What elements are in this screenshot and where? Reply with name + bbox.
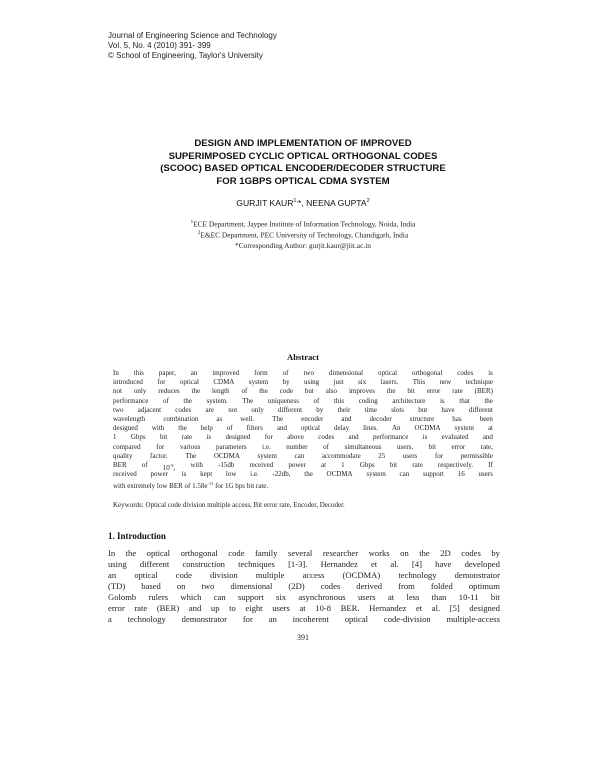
journal-copyright: © School of Engineering, Taylor's University: [108, 51, 263, 60]
abstract-heading: Abstract: [287, 352, 319, 362]
text-line: Golomb rulers which can support six asynchronous users at less than 10-11 bit: [108, 592, 500, 602]
introduction-body: [108, 548, 500, 625]
author-superscript: 2: [366, 198, 370, 205]
title-line: DESIGN AND IMPLEMENTATION OF IMPROVED: [194, 138, 412, 149]
text-line: In the optical orthogonal code family several researcher works on the 2D codes by: [108, 548, 500, 558]
text-line: two adjacent codes are not only different by their time slots but have different: [113, 405, 493, 414]
author-line: [105, 198, 501, 208]
journal-header: [108, 31, 277, 61]
abstract-body: [113, 369, 493, 491]
journal-name: Journal of Engineering Science and Technology: [108, 31, 277, 40]
text-line: 1 Gbps bit rate is designed for above codes and performance is evaluated and: [113, 433, 493, 442]
keywords: Keywords: Optical code division multiple access, Bit error rate, Encoder, Decoder.: [113, 501, 345, 509]
affiliation-superscript: 2: [197, 231, 201, 237]
text-line: received power is kept low i.e. -22db, the OCDMA system can support 16 users: [113, 470, 493, 479]
journal-volume: Vol. 5, No. 4 (2010) 391- 399: [108, 41, 211, 50]
text-line: a technology demonstrator for an incoherent optical code-division multiple-access: [108, 614, 500, 624]
affiliation-line: [105, 229, 501, 240]
author-superscript: 1,: [293, 198, 299, 205]
text-line: with extremely low BER of $1.58e^{-11}$ for 1G bps bit rate.: [113, 481, 269, 491]
corresponding-author: *Corresponding Author: gurjit.kaur@jiit.ac.in: [235, 240, 371, 250]
affiliation-superscript: 1: [190, 220, 194, 225]
section-heading: 1. Introduction: [108, 531, 166, 541]
page-number: 391: [297, 633, 309, 642]
corresponding-star: *: [298, 198, 302, 208]
text-line: an optical code division multiple access (OCDMA) technology demonstrator: [108, 570, 500, 580]
text-line: quality factor. The OCDMA system can accommodate 25 users for permissible: [113, 451, 493, 460]
text-line: introduced for optical CDMA system by using just six lasers. This new technique: [113, 378, 493, 387]
affiliation-text: E&EC Department, PEC University of Technology, Chandigarh, India: [200, 230, 409, 240]
affiliations: [105, 218, 501, 251]
text-line: using different construction techniques [1-3]. Hernandez et al. [4] have developed: [108, 559, 500, 569]
text-line: compared for various parameters i.e. number of simultaneous users, bit error rate,: [113, 442, 493, 451]
title-line: FOR 1GBPS OPTICAL CDMA SYSTEM: [216, 175, 390, 187]
author-separator: ,: [301, 198, 307, 208]
text-line: designed with the help of filters and optical delay lines. An OCDMA system at: [113, 424, 493, 433]
affiliation-text: ECE Department, Jaypee Institute of Information Technology, Noida, India: [193, 219, 416, 229]
affiliation-line: [105, 218, 501, 229]
text-line: performance of the system. The uniqueness of this coding architecture is that the: [113, 396, 493, 405]
text-line: error rate (BER) and up to eight users at 10-8 BER. Hernandez et al. [5] designed: [108, 603, 500, 613]
text-line: In this paper, an improved form of two dimensional optical orthogonal codes is: [113, 369, 493, 377]
author-name: NEENA GUPTA: [306, 198, 367, 208]
text-line: not only reduces the length of the code but also improves the bit error rate (BER): [113, 387, 493, 396]
paper-title: [105, 138, 501, 188]
text-line: wavelength combination as well. The encoder and decoder structure has been: [113, 414, 493, 423]
text-line: BER of $10^{-9}$, with -15db received power at 1 Gbps bit rate respectively. If: [113, 460, 493, 472]
text-line: (TD) based on two dimensional (2D) codes derived from folded optimum: [108, 581, 500, 591]
title-line: SUPERIMPOSED CYCLIC OPTICAL ORTHOGONAL CODES: [168, 150, 438, 162]
title-line: (SCOOC) BASED OPTICAL ENCODER/DECODER STRUCTURE: [160, 163, 446, 174]
author-name: GURJIT KAUR: [236, 198, 294, 208]
